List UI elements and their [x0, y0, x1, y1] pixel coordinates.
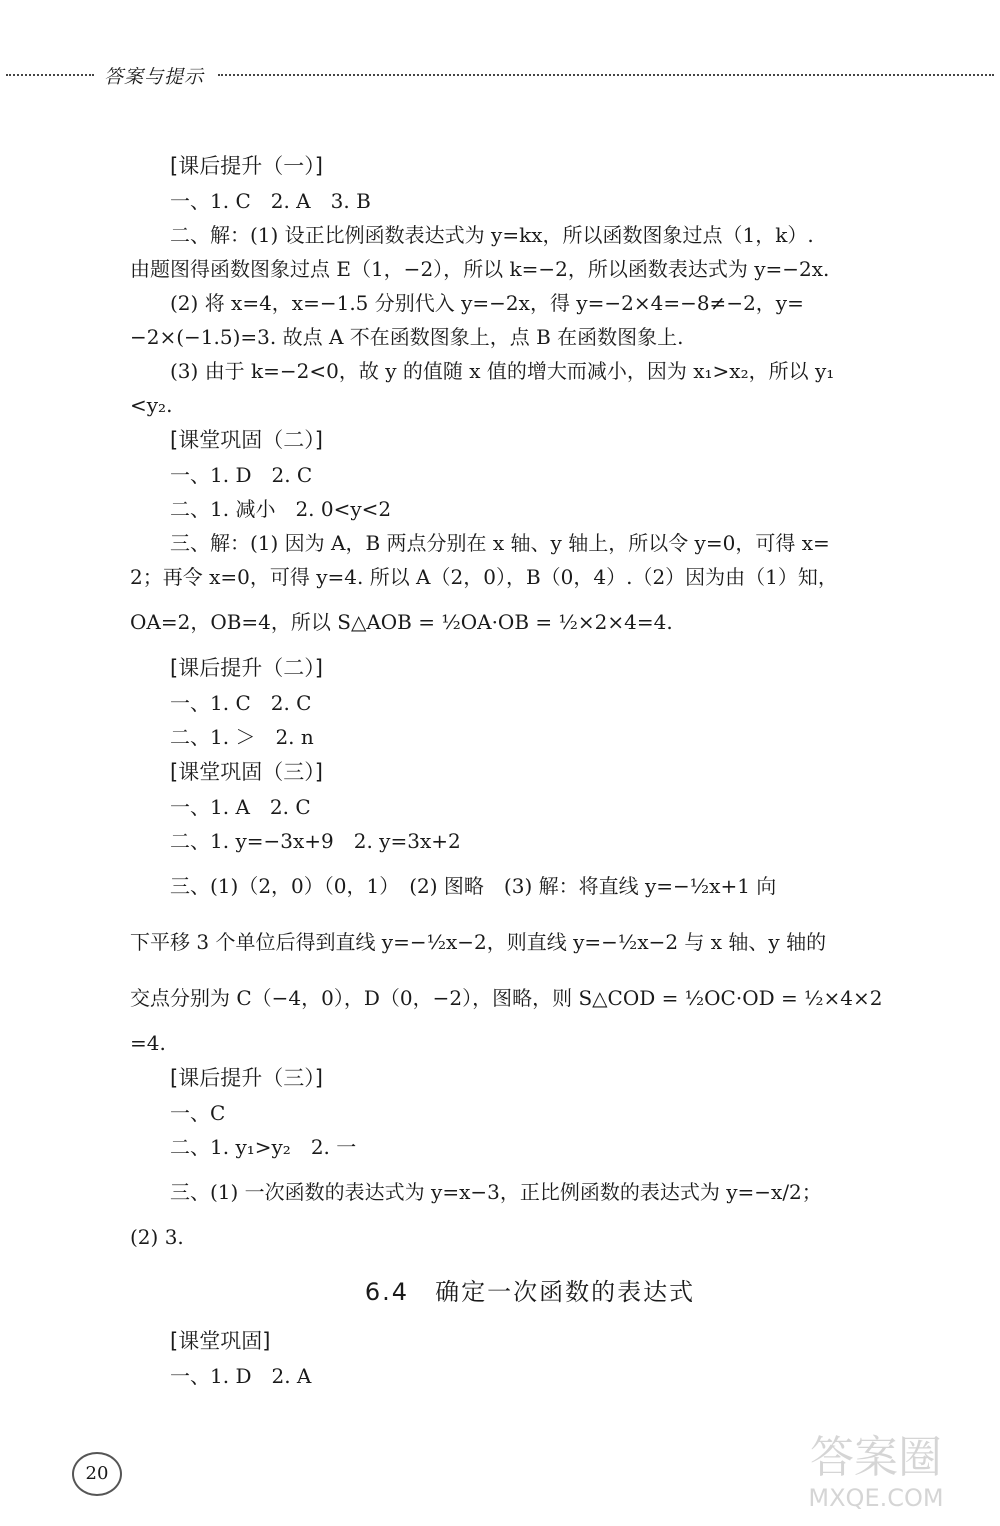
- answer-line: 一、1. A 2. C: [170, 795, 311, 819]
- answer-line: −2×(−1.5)=3. 故点 A 不在函数图象上，点 B 在函数图象上.: [130, 325, 684, 349]
- header-title: 答案与提示: [104, 66, 205, 88]
- section-heading: [课后提升（二）]: [170, 656, 323, 680]
- page-header: [0, 62, 1000, 92]
- answer-line: 二、解：(1) 设正比例函数表达式为 y=kx，所以函数图象过点（1，k）.: [170, 223, 814, 247]
- section-heading: [课堂巩固（三）]: [170, 760, 323, 784]
- answer-line: (2) 将 x=4，x=−1.5 分别代入 y=−2x，得 y=−2×4=−8≠−2，y=: [170, 291, 804, 315]
- answer-line: 三、解：(1) 因为 A，B 两点分别在 x 轴、y 轴上，所以令 y=0，可得 x=: [170, 531, 830, 555]
- answer-line: (3) 由于 k=−2<0，故 y 的值随 x 值的增大而减小，因为 x₁>x₂，所以 y₁: [170, 359, 835, 383]
- section-heading: [课后提升（三）]: [170, 1066, 323, 1090]
- watermark-bottom-text: MXQE.COM: [808, 1484, 944, 1512]
- header-dotted-rule-right: [218, 74, 994, 76]
- answer-line: 下平移 3 个单位后得到直线 y=−½x−2，则直线 y=−½x−2 与 x 轴、y 轴的: [130, 930, 827, 954]
- answer-line: 一、1. C 2. A 3. B: [170, 189, 371, 213]
- answer-line: 由题图得函数图象过点 E（1，−2），所以 k=−2，所以函数表达式为 y=−2x.: [130, 257, 830, 281]
- answer-content: [130, 148, 930, 1393]
- answer-line: (2) 3.: [130, 1225, 184, 1249]
- answer-line: 一、1. D 2. A: [170, 1364, 312, 1388]
- watermark-logo: [766, 1424, 986, 1514]
- answer-line: 一、1. D 2. C: [170, 463, 313, 487]
- answer-line: 三、(1)（2，0）（0，1） (2) 图略 (3) 解：将直线 y=−½x+1 向: [170, 874, 777, 898]
- chapter-title: 6.4 确定一次函数的表达式: [364, 1278, 696, 1306]
- section-heading: [课堂巩固]: [170, 1329, 271, 1353]
- answer-line: 2；再令 x=0，可得 y=4. 所以 A（2，0），B（0，4）.（2）因为由（1）知，: [130, 565, 838, 589]
- answer-line: 二、1. 减小 2. 0<y<2: [170, 497, 392, 521]
- answer-line: =4.: [130, 1031, 166, 1055]
- answer-line: OA=2，OB=4，所以 S△AOB = ½OA·OB = ½×2×4=4.: [130, 610, 673, 634]
- watermark-top-text: 答案圈: [810, 1432, 942, 1483]
- answer-line: 三、(1) 一次函数的表达式为 y=x−3，正比例函数的表达式为 y=−x/2；: [170, 1180, 822, 1204]
- answer-line: 二、1. y=−3x+9 2. y=3x+2: [170, 829, 461, 853]
- answer-line: 交点分别为 C（−4，0），D（0，−2），图略，则 S△COD = ½OC·OD = ½×4×2: [130, 986, 883, 1010]
- page-number-badge: 20: [72, 1452, 122, 1496]
- answer-line: <y₂.: [130, 393, 173, 417]
- answer-line: 一、C: [170, 1101, 226, 1125]
- section-heading: [课后提升（一）]: [170, 154, 323, 178]
- answer-line: 一、1. C 2. C: [170, 691, 312, 715]
- section-heading: [课堂巩固（二）]: [170, 428, 323, 452]
- answer-line: 二、1. ＞ 2. n: [170, 725, 314, 749]
- header-dotted-rule-left: [6, 74, 94, 76]
- answer-line: 二、1. y₁>y₂ 2. 一: [170, 1135, 357, 1159]
